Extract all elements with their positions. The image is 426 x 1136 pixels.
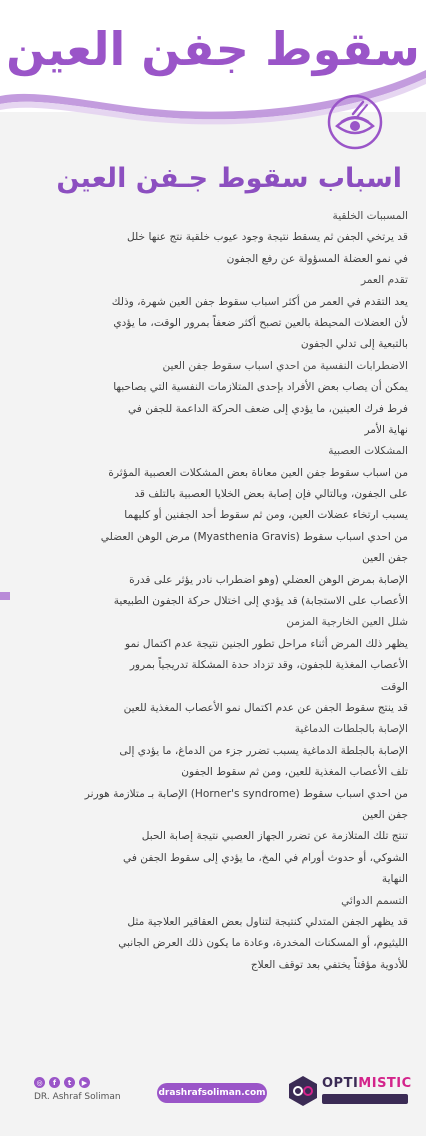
social-icons <box>34 1077 90 1088</box>
twitter-icon[interactable]: t <box>64 1077 75 1088</box>
article-line: الوقت <box>380 680 408 693</box>
article-line: بالتبعية إلى تدلي الجفون <box>300 338 408 351</box>
accent-bar <box>0 592 10 600</box>
article-line: الشوكي، أو حدوث أورام في المخ، ما يؤدي إلى سقوط الجفن في <box>123 851 408 864</box>
brand-name-part1: OPTI <box>322 1076 359 1091</box>
article-subheading: تقدم العمر <box>360 274 408 287</box>
article-line: للأدوية مؤقتاً يختفي بعد توقف العلاج <box>250 958 408 971</box>
article-line: على الجفون، وبالتالي فإن إصابة بعض الخلايا العصبية بالتلف قد <box>134 488 408 501</box>
article-line: فرط فرك العينين، ما يؤدي إلى ضعف الحركة الداعمة للجفن في <box>127 402 408 415</box>
section-title: اسباب سقوط جـفن العين <box>56 163 402 194</box>
article-line: يعد التقدم في العمر من أكثر اسباب سقوط جفن العين شهرة، وذلك <box>111 295 408 308</box>
article-line: قد يظهر الجفن المتدلي كنتيجة لتناول بعض العقاقير العلاجية مثل <box>127 915 408 928</box>
eye-logo-icon <box>325 92 385 152</box>
article-subheading: المشكلات العصبية <box>328 445 408 458</box>
instagram-icon[interactable]: ◎ <box>34 1077 45 1088</box>
article-line: يمكن أن يصاب بعض الأفراد بإحدى المتلازمات النفسية التي يصاحبها <box>113 381 408 394</box>
article-line: من احدي اسباب سقوط (Myasthenia Gravis) مرض الوهن العضلي <box>100 530 408 543</box>
article-line: من احدي اسباب سقوط (Horner's syndrome) الإصابة بـ متلازمة هورنر <box>84 787 408 800</box>
article-body <box>14 206 408 976</box>
article-line: قد يرتخي الجفن ثم يسقط نتيجة وجود عيوب خلقية نتج عنها خلل <box>127 231 408 244</box>
article-subheading: التسمم الدوائي <box>341 894 408 907</box>
article-line: نهاية الأمر <box>364 423 408 436</box>
brand-logo-icon <box>286 1074 320 1108</box>
article-line: الإصابة بمرض الوهن العضلي (وهو اضطراب نادر يؤثر على قدرة <box>129 573 408 586</box>
article-line: تنتج تلك المتلازمة عن تضرر الجهاز العصبي نتيجة إصابة الحبل <box>141 830 408 843</box>
article-line: الأعصاب المغذية للجفون، وقد تزداد حدة المشكلة تدريجياً بمرور <box>129 659 408 672</box>
article-subheading: شلل العين الخارجية المزمن <box>286 616 408 629</box>
facebook-icon[interactable]: f <box>49 1077 60 1088</box>
youtube-icon[interactable]: ▶ <box>79 1077 90 1088</box>
article-line: يسبب ارتخاء عضلات العين، ومن ثم سقوط أحد الجفنين أو كليهما <box>124 509 408 522</box>
article-line: الأعصاب على الاستجابة) قد يؤدي إلى اختلال حركة الجفون الطبيعية <box>113 595 408 608</box>
article-line: الليثيوم، أو المسكنات المخدرة، وعادة ما يكون ذلك العرض الجانبي <box>118 937 408 950</box>
brand-name-part2: MISTIC <box>358 1076 412 1091</box>
article-subheading: الاضطرابات النفسية من احدي اسباب سقوط جفن العين <box>162 359 408 372</box>
article-line: النهاية <box>381 873 408 886</box>
article-line: لأن العضلات المحيطة بالعين تصبح أكثر ضعفاً بمرور الوقت، ما يؤدي <box>113 316 408 329</box>
article-line: من اسباب سقوط جفن العين معاناة بعض المشكلات العصبية المؤثرة <box>108 466 408 479</box>
article-line: في نمو العضلة المسؤولة عن رفع الجفون <box>226 252 408 265</box>
article-subheading: الإصابة بالجلطات الدماغية <box>294 723 408 736</box>
brand-underline <box>322 1094 408 1104</box>
article-line: الإصابة بالجلطة الدماغية يسبب تضرر جزء من الدماغ، ما يؤدي إلى <box>119 744 408 757</box>
page-title: سقوط جفن العين <box>6 22 420 76</box>
article-subheading: المسببات الخلقية <box>332 210 408 222</box>
article-line: قد ينتج سقوط الجفن عن عدم اكتمال نمو الأعصاب المغذية للعين <box>123 701 408 714</box>
doctor-name: DR. Ashraf Soliman <box>34 1092 121 1102</box>
article-line: يظهر ذلك المرض أثناء مراحل تطور الجنين نتيجة عدم اكتمال نمو <box>125 637 408 650</box>
article-line: جفن العين <box>362 808 408 821</box>
brand-name <box>322 1076 412 1091</box>
website-link[interactable]: drashrafsoliman.com <box>157 1083 267 1103</box>
article-line: تلف الأعصاب المغذية للعين، ومن ثم سقوط الجفون <box>181 766 408 779</box>
article-line: جفن العين <box>362 552 408 565</box>
